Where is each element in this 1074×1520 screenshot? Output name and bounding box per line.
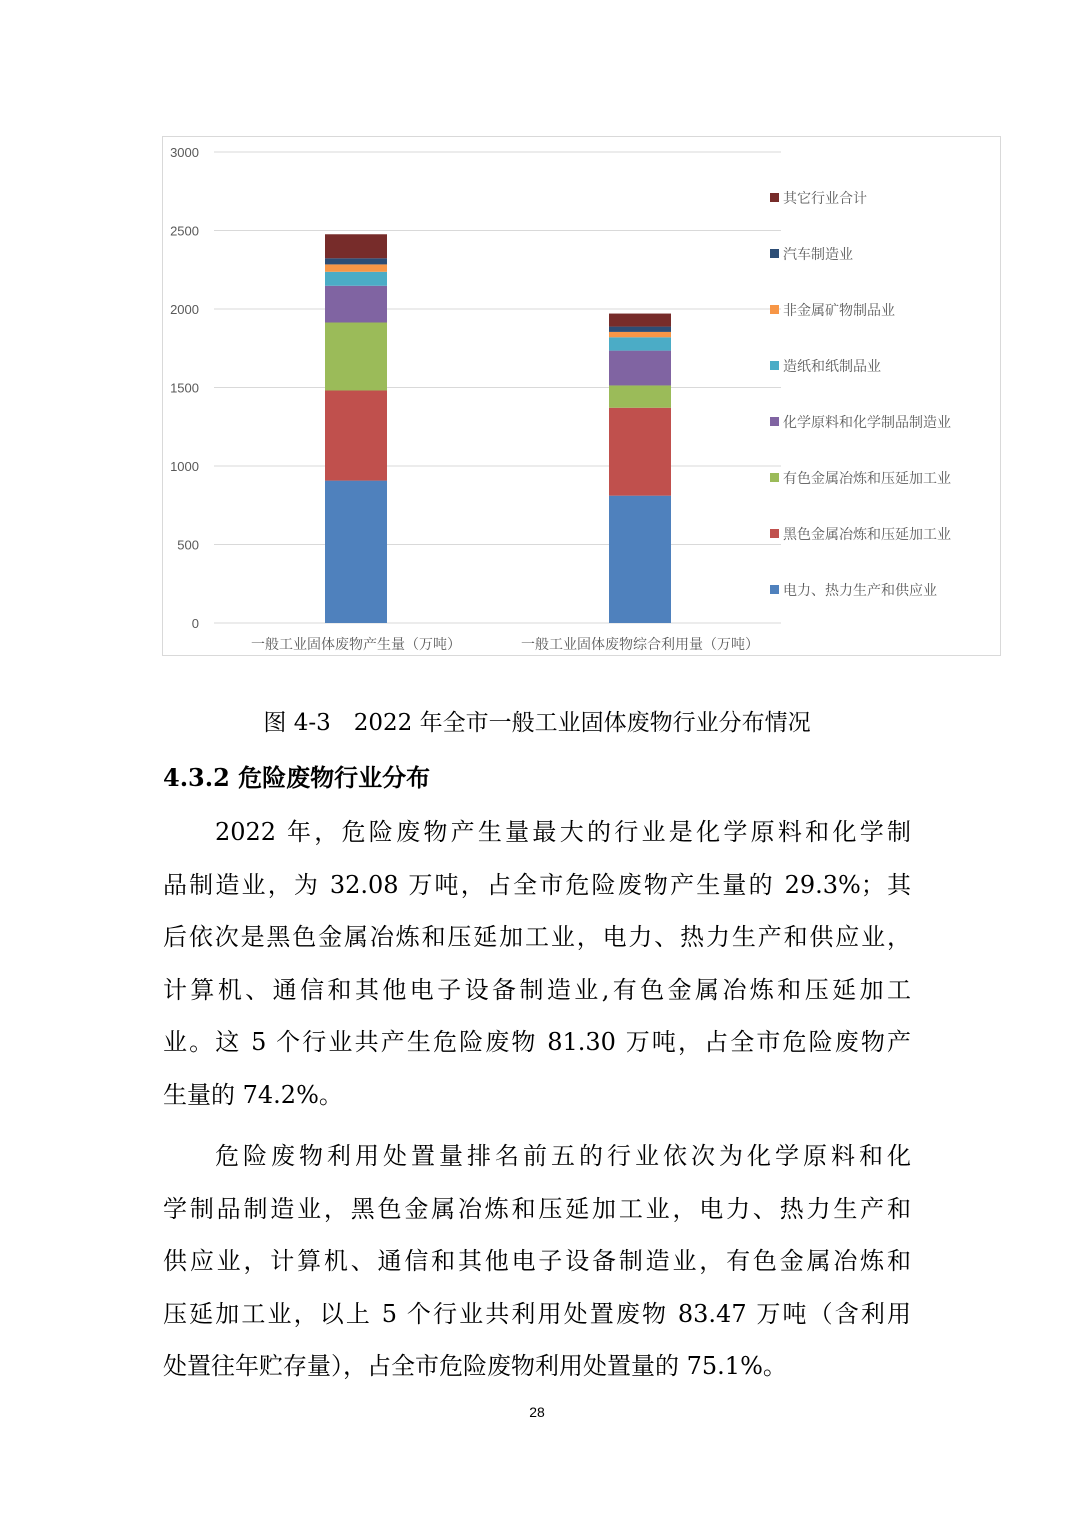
paragraph-2 (163, 1130, 911, 1393)
legend-label: 造纸和纸制品业 (783, 359, 881, 375)
page-number: 28 (529, 1404, 545, 1420)
legend-label: 电力、热力生产和供应业 (783, 583, 937, 599)
bar-segment (609, 408, 671, 496)
y-tick-label: 2000 (170, 302, 199, 317)
bar-segment (325, 481, 387, 623)
paragraph-line: 危险废物利用处置量排名前五的行业依次为化学原料和化 (215, 1142, 911, 1170)
legend-swatch (770, 473, 779, 482)
paragraph-line: 计算机、通信和其他电子设备制造业,有色金属冶炼和压延加工 (163, 975, 911, 1004)
legend-swatch (770, 529, 779, 538)
legend-swatch (770, 417, 779, 426)
bar-segment (325, 272, 387, 286)
paragraph-line: 压延加工业，以上 5 个行业共利用处置废物 83.47 万吨（含利用 (163, 1299, 911, 1328)
bar-segment (325, 258, 387, 264)
bar-segment (325, 286, 387, 323)
bar-segment (325, 234, 387, 258)
paragraph-line: 2022 年，危险废物产生量最大的行业是化学原料和化学制 (215, 818, 911, 846)
x-category-label: 一般工业固体废物产生量（万吨） (251, 637, 461, 653)
stacked-bar-chart (163, 137, 1002, 657)
paragraph-line: 品制造业，为 32.08 万吨，占全市危险废物产生量的 29.3%；其 (163, 870, 911, 899)
y-tick-label: 3000 (170, 145, 199, 160)
legend-label: 有色金属冶炼和压延加工业 (783, 471, 951, 487)
x-category-label: 一般工业固体废物综合利用量（万吨） (521, 637, 759, 653)
y-tick-label: 1500 (170, 380, 199, 396)
paragraph-line: 学制品制造业，黑色金属冶炼和压延加工业，电力、热力生产和 (163, 1194, 911, 1223)
bar-segment (609, 496, 671, 623)
paragraph-line: 业。这 5 个行业共产生危险废物 81.30 万吨，占全市危险废物产 (163, 1028, 911, 1056)
legend-label: 黑色金属冶炼和压延加工业 (783, 527, 951, 543)
paragraph-line: 生量的 74.2%。 (163, 1080, 343, 1109)
paragraph-line: 处置往年贮存量），占全市危险废物利用处置量的 75.1%。 (163, 1352, 787, 1380)
legend-label: 其它行业合计 (783, 191, 867, 207)
figure-caption: 图 4-3 2022 年全市一般工业固体废物行业分布情况 (263, 710, 811, 736)
legend-label: 非金属矿物制品业 (783, 303, 895, 319)
y-tick-label: 2500 (170, 223, 199, 239)
section-heading: 4.3.2 危险废物行业分布 (163, 763, 431, 792)
bar-segment (325, 323, 387, 391)
paragraph-1 (163, 806, 911, 1121)
y-tick-label: 1000 (170, 459, 199, 474)
bar-segment (609, 332, 671, 337)
y-tick-label: 0 (191, 616, 199, 631)
legend-label: 化学原料和化学制品制造业 (783, 415, 951, 431)
bar-segment (609, 385, 671, 407)
bar-segment (609, 327, 671, 332)
bar-segment (609, 337, 671, 350)
legend-swatch (770, 249, 779, 258)
bar-segment (325, 264, 387, 271)
chart-container (162, 136, 1001, 656)
paragraph-line: 供应业，计算机、通信和其他电子设备制造业，有色金属冶炼和 (163, 1247, 911, 1275)
bar-segment (325, 390, 387, 480)
legend-swatch (770, 193, 779, 202)
legend-label: 汽车制造业 (783, 247, 853, 263)
y-tick-label: 500 (177, 537, 199, 553)
bar-segment (609, 314, 671, 327)
legend-swatch (770, 585, 779, 594)
legend-swatch (770, 361, 779, 370)
bar-segment (609, 351, 671, 386)
paragraph-line: 后依次是黑色金属冶炼和压延加工业，电力、热力生产和供应业， (163, 923, 911, 951)
legend-swatch (770, 305, 779, 314)
